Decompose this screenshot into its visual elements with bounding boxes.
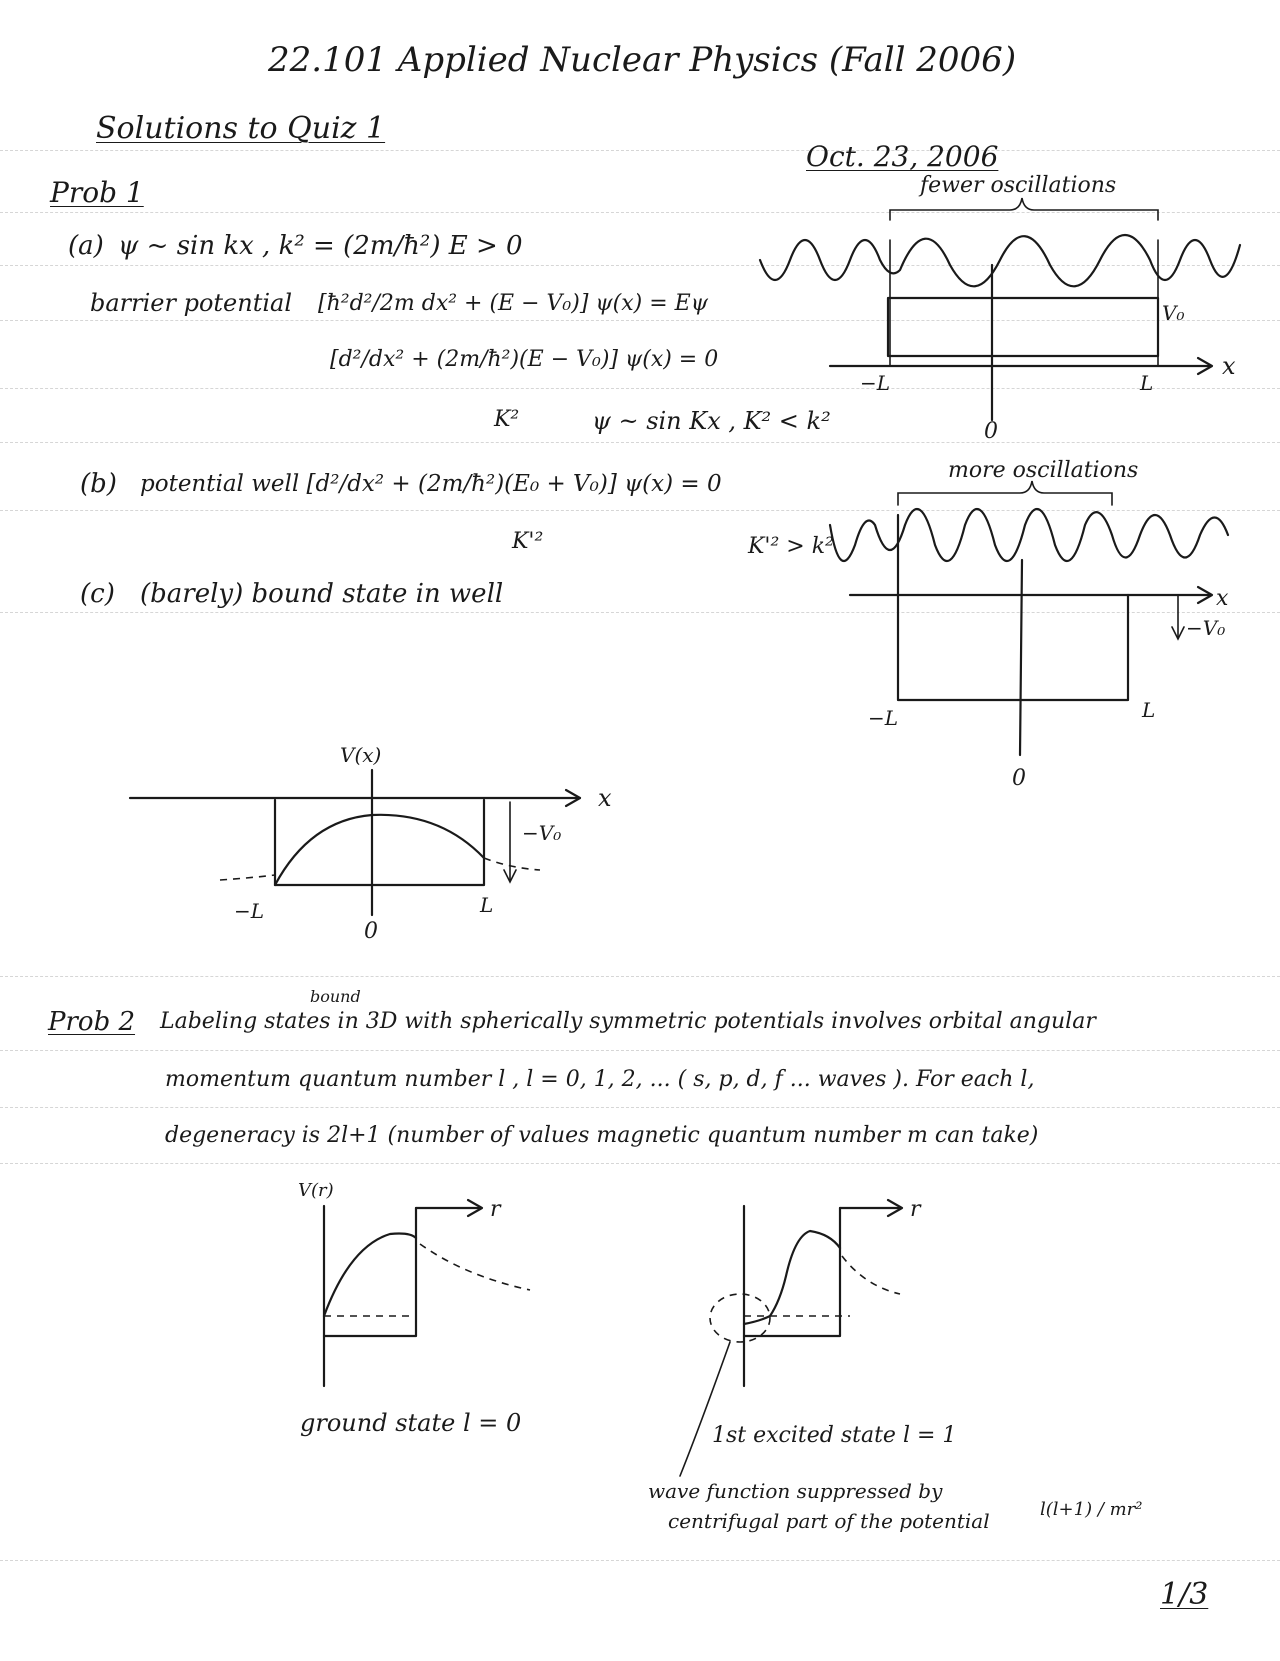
prob1a-label: (a) — [68, 231, 104, 261]
page-subtitle: Solutions to Quiz 1 — [96, 111, 386, 146]
more-oscillations-label: more oscillations — [948, 458, 1139, 483]
ground-vr-label: V(r) — [298, 1180, 334, 1201]
well-box — [898, 515, 1128, 700]
well-l-label: L — [1142, 698, 1156, 722]
suppression-circle — [710, 1294, 770, 1342]
ruled-line — [0, 1560, 1280, 1561]
prob1c-line1: (barely) bound state in well — [140, 579, 504, 609]
ground-r-label: r — [490, 1197, 501, 1222]
prob1a-line2-prefix: barrier potential — [90, 289, 293, 317]
well-v0-label: −V₀ — [1186, 616, 1226, 640]
barrier-v0-label: V₀ — [1162, 301, 1185, 325]
prob1a-line3-tail: ψ ~ sin Kx , K² < k² — [592, 407, 831, 435]
bound-tail-left — [220, 875, 275, 880]
barrier-l-label: L — [1140, 371, 1154, 395]
fewer-oscillations-brace — [890, 198, 1158, 220]
excited-wavefunction — [744, 1231, 840, 1324]
page-date: Oct. 23, 2006 — [806, 140, 999, 173]
x-axis-label: x — [1222, 352, 1236, 380]
bound-wavefunction — [275, 815, 484, 885]
prob1a-line3: [d²/dx² + (2m/ħ²)(E − V₀)] ψ(x) = 0 — [330, 347, 719, 372]
excited-well-box — [744, 1208, 840, 1336]
bound-zero-label: 0 — [364, 919, 378, 944]
prob1b-line1-under: K'² — [512, 529, 544, 554]
ground-tail — [420, 1244, 530, 1290]
bound-tail-right — [484, 858, 540, 870]
prob2-line2: momentum quantum number l , l = 0, 1, 2, ... ( s, p, d, f ... waves ). For each l, — [165, 1067, 1035, 1092]
bound-vx-label: V(x) — [340, 743, 382, 767]
prob2-line1: Labeling states in 3D with spherically symmetric potentials involves orbital angular — [160, 1009, 1096, 1034]
barrier-wavefunction — [760, 235, 1240, 286]
bound-v0-label: −V₀ — [522, 821, 562, 845]
ground-wavefunction — [324, 1234, 416, 1317]
well-k-inequality: K'² > k² — [748, 534, 834, 559]
ruled-line — [0, 1107, 1280, 1108]
excited-state-caption: 1st excited state l = 1 — [712, 1423, 957, 1448]
centrifugal-note-line1: wave function suppressed by — [648, 1479, 943, 1503]
ruled-line — [0, 1163, 1280, 1164]
more-oscillations-brace — [898, 481, 1112, 505]
ground-state-caption: ground state l = 0 — [300, 1409, 522, 1437]
bound-neg-l-label: −L — [234, 899, 265, 923]
ruled-line — [0, 150, 1280, 151]
prob1-label: Prob 1 — [50, 176, 144, 209]
y-axis — [1020, 560, 1022, 755]
prob2-label: Prob 2 — [48, 1007, 136, 1037]
prob1b-label: (b) — [80, 469, 117, 499]
ground-well-box — [324, 1208, 416, 1336]
prob2-line3: degeneracy is 2l+1 (number of values magnetic quantum number m can take) — [165, 1123, 1039, 1148]
ground-state-figure — [290, 1176, 580, 1396]
centrifugal-note-line2: centrifugal part of the potential — [668, 1509, 990, 1533]
centrifugal-term: l(l+1) / mr² — [1040, 1499, 1143, 1520]
prob1b-line1: potential well [d²/dx² + (2m/ħ²)(E₀ + V₀)] ψ(x) = 0 — [140, 471, 722, 497]
ruled-line — [0, 1050, 1280, 1051]
prob1a-line2-eq: [ħ²d²/2m dx² + (E − V₀)] ψ(x) = Eψ — [318, 291, 708, 316]
barrier-neg-l-label: −L — [860, 371, 891, 395]
prob1a-line1: ψ ~ sin kx , k² = (2m/ħ²) E > 0 — [118, 231, 523, 261]
excited-state-figure — [700, 1176, 1000, 1406]
ruled-line — [0, 976, 1280, 977]
excited-tail — [842, 1256, 900, 1294]
bound-state-figure — [110, 740, 650, 944]
well-figure — [740, 455, 1260, 830]
fewer-oscillations-label: fewer oscillations — [920, 173, 1117, 198]
x-axis-label: x — [598, 784, 612, 812]
barrier-figure — [740, 170, 1260, 450]
excited-r-label: r — [910, 1197, 921, 1222]
prob1c-label: (c) — [80, 579, 115, 609]
well-wavefunction — [830, 509, 1228, 561]
page-title: 22.101 Applied Nuclear Physics (Fall 2006) — [268, 40, 1017, 80]
barrier-zero-label: 0 — [984, 419, 998, 444]
barrier-box — [888, 298, 1158, 356]
page-number: 1/3 — [1160, 1577, 1209, 1612]
prob2-insert: bound — [310, 987, 361, 1006]
x-axis-label: x — [1216, 586, 1229, 611]
bound-l-label: L — [480, 893, 494, 917]
well-zero-label: 0 — [1012, 766, 1026, 791]
prob1a-line3-under: K² — [494, 407, 520, 432]
well-neg-l-label: −L — [868, 706, 899, 730]
note-pointer-line — [680, 1342, 730, 1476]
